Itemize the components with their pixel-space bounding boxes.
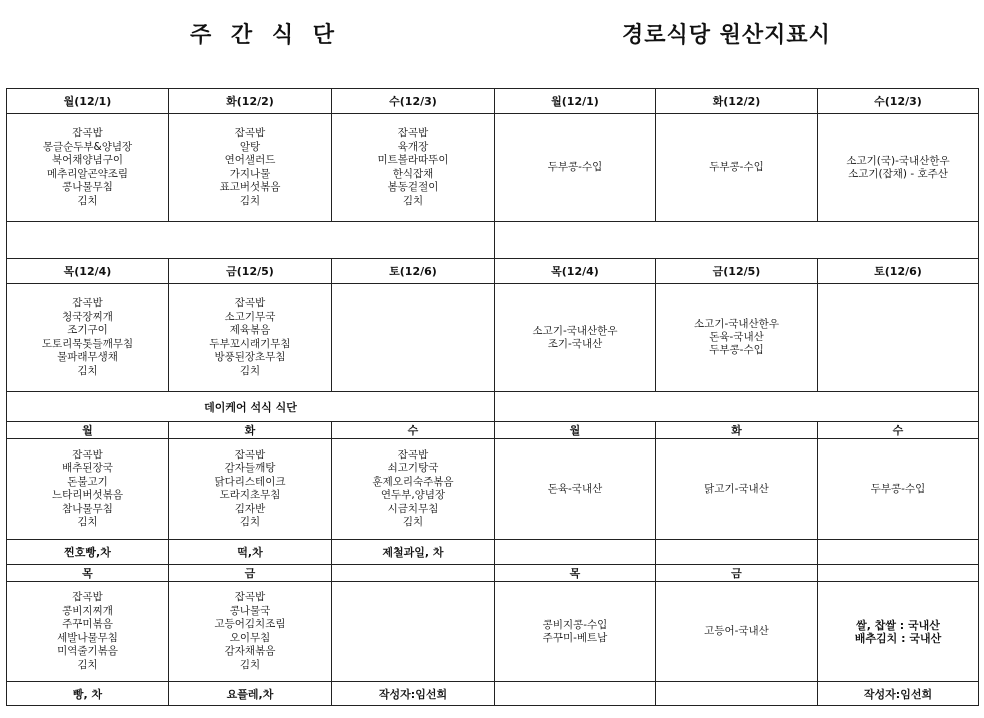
cell-line: 두부콩-수입: [709, 344, 764, 356]
cell-line: 한식잡채: [392, 167, 434, 180]
day-header: 월: [495, 422, 656, 439]
cell-line: 청국장찌개: [62, 310, 113, 323]
day-header: 목(12/4): [7, 259, 169, 284]
day-header: 월: [7, 422, 169, 439]
day-header: 월(12/1): [7, 89, 169, 114]
day-header: 토(12/6): [332, 259, 495, 284]
cell-line: 주꾸미볶음: [62, 618, 113, 630]
cell-line: 배추된장국: [62, 462, 113, 474]
origin-cell-rice-kimchi: [818, 582, 979, 682]
cell-line: 김치: [77, 658, 98, 671]
origin-cell: [818, 439, 979, 540]
menu-cell: [332, 284, 495, 392]
day-header: 금(12/5): [169, 259, 332, 284]
menu-cell: [7, 439, 169, 540]
cell-line: 닭다리스테이크: [214, 475, 286, 488]
day-header: 수(12/3): [818, 89, 979, 114]
day-header: 화(12/2): [169, 89, 332, 114]
cell-line: 잡곡밥: [72, 127, 103, 139]
spacer-row: [7, 222, 979, 259]
daycare-title: 데이케어 석식 식단: [7, 392, 495, 422]
cell-line: 메추리알곤약조림: [46, 167, 129, 180]
week1-menu-row: [7, 114, 979, 222]
daycare2-menu-row: [7, 582, 979, 682]
week1-header-row: [7, 89, 979, 114]
cell-line: 닭고기-국내산: [704, 482, 769, 495]
day-header: 목(12/4): [495, 259, 656, 284]
day-header: 화(12/2): [656, 89, 818, 114]
cell-line: 미역줄기볶음: [57, 645, 118, 657]
cell-line: 고등어-국내산: [704, 625, 769, 637]
cell-line: 잡곡밥: [72, 297, 103, 309]
cell-line: 소고기무국: [224, 310, 276, 323]
cell-line: 조기구이: [67, 324, 108, 336]
cell-line: 시금치무침: [387, 502, 439, 515]
cell-line: 콩나물국: [229, 604, 271, 617]
origin-cell: [495, 582, 656, 682]
cell-line: 두부꼬시래기무침: [209, 337, 291, 350]
cell-line: 콩비지찌개: [62, 604, 113, 617]
cell-line: 연어샐러드: [224, 154, 276, 166]
author-label: 작성자:임선희: [818, 682, 979, 706]
cell-line: 김치: [239, 658, 261, 671]
day-header: 토(12/6): [818, 259, 979, 284]
day-header: 목: [495, 565, 656, 582]
day-header: 금: [169, 565, 332, 582]
origin-cell: [656, 284, 818, 392]
spacer-cell: [495, 222, 979, 259]
origin-cell: [656, 114, 818, 222]
spacer-cell: [818, 540, 979, 565]
cell-line: 연두부,양념장: [380, 489, 446, 501]
cell-line: 잡곡밥: [72, 591, 103, 603]
day-header: 금: [656, 565, 818, 582]
cell-line: 감자채볶음: [224, 645, 276, 657]
author-label: 작성자:임선희: [332, 682, 495, 706]
cell-line: 소고기(국)-국내산한우: [846, 154, 950, 167]
cell-line: 잡곡밥: [397, 127, 429, 139]
spacer-cell: [495, 682, 656, 706]
menu-table: [6, 88, 979, 706]
snack-cell: 빵, 차: [7, 682, 169, 706]
daycare2-header-row: [7, 565, 979, 582]
cell-line: 잡곡밥: [397, 448, 429, 461]
cell-line: 제육볶음: [229, 324, 271, 336]
cell-line: 김치: [77, 364, 98, 377]
cell-line: 잡곡밥: [234, 591, 266, 603]
cell-line: 알탕: [239, 140, 261, 153]
cell-line: 고등어김치조림: [214, 618, 286, 630]
cell-line: 조기-국내산: [547, 337, 603, 350]
cell-line: 감자들깨탕: [224, 462, 276, 474]
snack-cell: 요플레,차: [169, 682, 332, 706]
cell-line: 김치: [239, 364, 261, 377]
cell-line: 돈불고기: [67, 475, 108, 488]
cell-line: 두부콩-수입: [547, 161, 603, 173]
cell-line: 표고버섯볶음: [219, 181, 281, 193]
cell-line: 김치: [402, 194, 424, 207]
day-header: 화: [169, 422, 332, 439]
cell-line: 돈육-국내산: [709, 331, 764, 343]
menu-cell: [7, 114, 169, 222]
origin-cell: [656, 439, 818, 540]
day-header: [818, 565, 979, 582]
cell-line: 가지나물: [229, 167, 271, 180]
daycare1-snack-row: [7, 540, 979, 565]
cell-line: 잡곡밥: [234, 127, 266, 139]
cell-line: 미트볼라따뚜이: [377, 154, 449, 166]
cell-line: 몽글순두부&양념장: [42, 140, 133, 153]
day-header: 수(12/3): [332, 89, 495, 114]
daycare2-snack-row: [7, 682, 979, 706]
cell-line: 봄동겉절이: [387, 181, 439, 193]
snack-cell: 찐호빵,차: [7, 540, 169, 565]
menu-cell: [169, 114, 332, 222]
cell-line: 돈육-국내산: [547, 482, 603, 495]
menu-cell: [169, 582, 332, 682]
origin-cell: [818, 114, 979, 222]
cell-line: 북어채양념구이: [51, 154, 123, 166]
daycare1-menu-row: [7, 439, 979, 540]
cell-line: 도라지초무침: [219, 489, 281, 501]
daycare1-header-row: [7, 422, 979, 439]
cell-line: 잡곡밥: [234, 297, 266, 309]
cell-line: 쌀, 찹쌀 : 국내산: [856, 618, 940, 632]
cell-line: 육개장: [397, 140, 429, 153]
spacer-cell: [656, 682, 818, 706]
cell-line: 훈제오리숙주볶음: [372, 475, 454, 488]
cell-line: 김치: [77, 194, 98, 207]
cell-line: 콩나물무침: [62, 181, 113, 193]
day-header: 수: [332, 422, 495, 439]
cell-line: 김치: [239, 516, 261, 528]
spacer-cell: [495, 540, 656, 565]
cell-line: 방풍된장초무침: [214, 351, 286, 363]
cell-line: 잡곡밥: [234, 448, 266, 461]
cell-line: 세발나물무침: [57, 631, 118, 644]
cell-line: 참나물무침: [62, 502, 113, 515]
menu-cell: [332, 439, 495, 540]
origin-cell: [495, 439, 656, 540]
menu-cell: [169, 284, 332, 392]
cell-line: 소고기-국내산한우: [532, 324, 618, 337]
cell-line: 주꾸미-베트남: [542, 631, 608, 644]
cell-line: 쇠고기탕국: [387, 462, 439, 474]
spacer-cell: [495, 392, 979, 422]
menu-cell: [332, 582, 495, 682]
cell-line: 두부콩-수입: [870, 482, 926, 495]
day-header: [332, 565, 495, 582]
cell-line: 오이무침: [229, 631, 271, 644]
cell-line: 물파래무생채: [57, 351, 118, 363]
cell-line: 김치: [402, 516, 424, 528]
day-header: 월(12/1): [495, 89, 656, 114]
menu-cell: [169, 439, 332, 540]
snack-cell: 제철과일, 차: [332, 540, 495, 565]
origin-cell: [495, 114, 656, 222]
menu-cell: [7, 582, 169, 682]
day-header: 목: [7, 565, 169, 582]
cell-line: 소고기-국내산한우: [694, 318, 779, 330]
origin-cell: [495, 284, 656, 392]
cell-line: 잡곡밥: [72, 448, 103, 461]
cell-line: 도토리묵톳들깨무침: [41, 337, 134, 350]
origin-cell: [656, 582, 818, 682]
snack-cell: 떡,차: [169, 540, 332, 565]
cell-line: 김치: [77, 516, 98, 528]
origin-cell: [818, 284, 979, 392]
menu-cell: [7, 284, 169, 392]
menu-cell: [332, 114, 495, 222]
cell-line: 콩비지콩-수입: [542, 618, 608, 631]
spacer-cell: [7, 222, 495, 259]
weekly-menu-title: 주 간 식 단: [190, 23, 340, 48]
day-header: 화: [656, 422, 818, 439]
week2-header-row: [7, 259, 979, 284]
daycare-title-row: [7, 392, 979, 422]
week2-menu-row: [7, 284, 979, 392]
origin-display-title: 경로식당 원산지표시: [622, 23, 831, 48]
cell-line: 김치: [239, 194, 261, 207]
spacer-cell: [656, 540, 818, 565]
cell-line: 김자반: [234, 502, 266, 515]
day-header: 수: [818, 422, 979, 439]
cell-line: 소고기(잡채) - 호주산: [848, 167, 948, 180]
cell-line: 두부콩-수입: [709, 161, 764, 173]
day-header: 금(12/5): [656, 259, 818, 284]
cell-line: 느타리버섯볶음: [51, 489, 123, 501]
cell-line: 배추김치 : 국내산: [854, 631, 942, 645]
